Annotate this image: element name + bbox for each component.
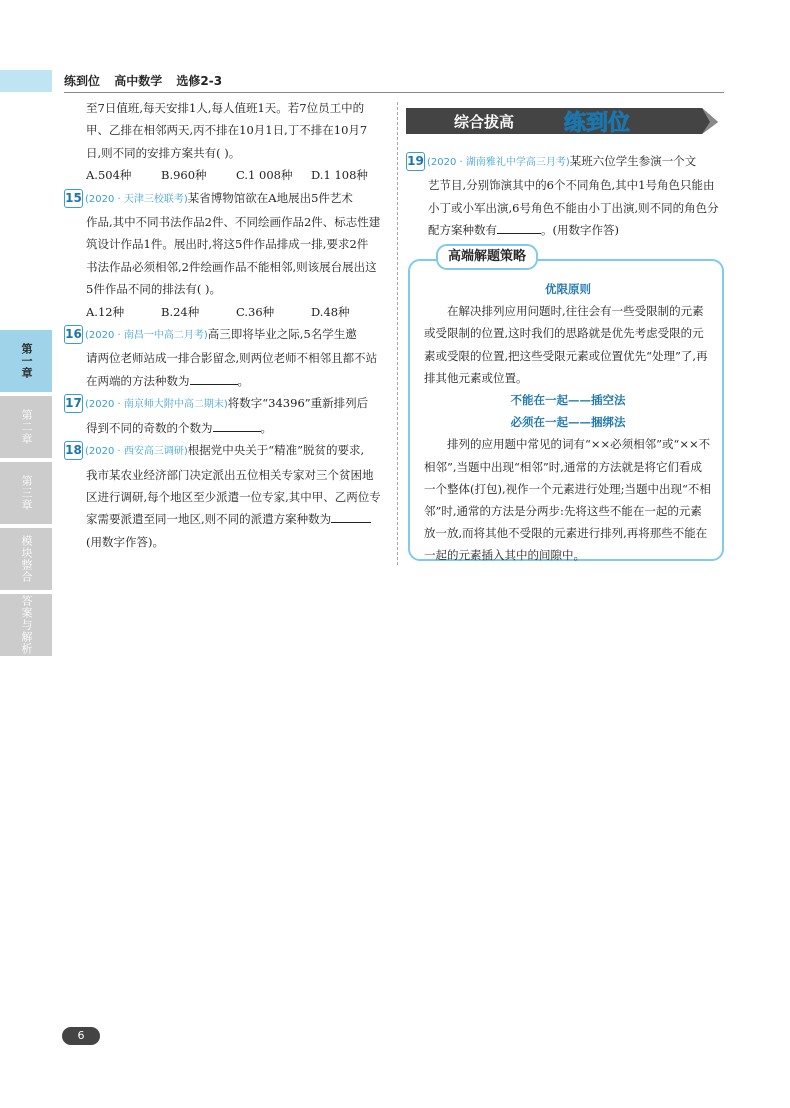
question-source: (2020 · 天津三校联考) [85,193,188,205]
question-line: 配方案种数有 。(用数字作答) [428,223,619,238]
answer-blank[interactable] [190,372,238,385]
question-line: 区进行调研,每个地区至少派遣一位专家,其中甲、乙两位专 [86,489,381,504]
side-tab-chapter-2[interactable]: 第二章 [0,396,52,458]
question-line: 作品,其中不同书法作品2件、不同绘画作品2件、标志性建 [86,215,381,230]
question-line: 书法作品必须相邻,2件绘画作品不能相邻,则该展台展出这 [86,259,377,274]
side-tab-module[interactable]: 模块整合 [0,528,52,590]
header-volume: 选修2-3 [176,74,223,88]
option-c: C.1 008种 [236,168,293,183]
option-c: C.36种 [236,304,275,319]
method-1: 不能在一起——插空法 [510,393,626,408]
top-tab-marker [0,70,52,92]
banner-brand: 练到位 [564,111,631,136]
question-line: 请两位老师站成一排合影留念,则两位老师不相邻且都不站 [86,351,378,366]
answer-blank[interactable] [331,510,371,523]
question-number: 17 [64,394,83,413]
question-line: 在两端的方法种数为 。 [86,373,249,388]
option-d: D.1 108种 [311,168,368,183]
principle-text: 在解决排列应用问题时,往往会有一些受限制的元素或受限制的位置,这时我们的思路就是优先考虑受限的元素或受限的位置,把这些受限元素或位置优先“处理”了,再排其他元素或位置。 [424,304,708,385]
question-18: 18 (2020 · 西安高三调研)根据党中央关于“精准”脱贫的要求, [86,439,386,463]
page-header [64,72,232,89]
question-source: (2020 · 南昌一中高二月考) [85,330,208,342]
method-text: 排列的应用题中常见的词有“××必须相邻”或“××不相邻”,当题中出现“相邻”时,通常的方法就是将它们看成一个整体(打包),视作一个元素进行处理;当题中出现“不相邻”时,通常的方法是分两步:先将这些不能在一起的元素放一放,而将其他不受限的元素进行排列,再将那些不能在一起的元素插入其中的间隙中。 [424,437,711,563]
question-number: 15 [64,189,83,208]
banner-title: 综合拔高 [454,113,515,131]
left-column [65,97,386,553]
intro-line: 甲、乙排在相邻两天,丙不排在10月1日,丁不排在10月7 [86,123,368,138]
section-banner [402,104,720,138]
question-17: 17 (2020 · 南京师大附中高二期末)将数字“34396”重新排列后 [86,392,386,416]
strategy-title: 高端解题策略 [436,244,538,270]
question-line: (用数字作答)。 [86,534,164,549]
intro-line: 至7日值班,每天安排1人,每人值班1天。若7位员工中的 [86,101,365,115]
question-line: 筑设计作品1件。展出时,将这5件作品排成一排,要求2件 [86,237,369,252]
option-d: D.48种 [311,304,350,319]
intro-options [86,164,386,186]
question-line: 5件作品不同的排法有( )。 [86,282,221,297]
header-book: 练到位 [64,74,101,88]
question-line: 小丁或小军出演,6号角色不能由小丁出演,则不同的角色分 [428,200,719,215]
page-number: 6 [62,1027,100,1045]
column-divider [397,102,398,565]
strategy-body [424,278,712,567]
question-source: (2020 · 西安高三调研) [85,446,188,458]
question-line: 家需要派遣至同一地区,则不同的派遣方案种数为 [86,508,386,530]
option-a: A.504种 [86,168,132,183]
question-line: 我市某农业经济部门决定派出五位相关专家对三个贫困地 [86,467,374,482]
question-line: 艺节目,分别饰演其中的6个不同角色,其中1号角色只能由 [428,178,715,193]
question-16: 16 (2020 · 南昌一中高二月考)高三即将毕业之际,5名学生邀 [86,323,386,347]
option-b: B.24种 [161,304,200,319]
side-tab-chapter-1[interactable]: 第一章 [0,330,52,392]
answer-blank[interactable] [213,419,261,432]
question-19: 19 (2020 · 湖南雅礼中学高三月考)某班六位学生参演一个文 [406,150,722,174]
question-number: 18 [64,441,83,460]
principle-title: 优限原则 [545,282,591,296]
question-number: 16 [64,325,83,344]
banner-bg [406,108,718,134]
header-divider [64,92,724,93]
answer-blank[interactable] [497,221,541,234]
question-15: 15 (2020 · 天津三校联考)某省博物馆欲在A地展出5件艺术 [86,187,386,211]
side-tab-answers[interactable]: 答案与解析 [0,594,52,656]
q15-options [86,301,386,323]
option-a: A.12种 [86,304,125,319]
right-column [406,150,722,242]
intro-line: 日,则不同的安排方案共有( )。 [86,145,241,160]
method-2: 必须在一起——捆绑法 [510,415,626,430]
question-source: (2020 · 湖南雅礼中学高三月考) [427,157,570,168]
question-line: 得到不同的奇数的个数为 。 [86,420,272,435]
option-b: B.960种 [161,168,207,183]
question-number: 19 [406,152,425,171]
question-source: (2020 · 南京师大附中高二期末) [85,399,228,411]
side-tab-chapter-3[interactable]: 第三章 [0,462,52,524]
header-subject: 高中数学 [114,74,163,88]
